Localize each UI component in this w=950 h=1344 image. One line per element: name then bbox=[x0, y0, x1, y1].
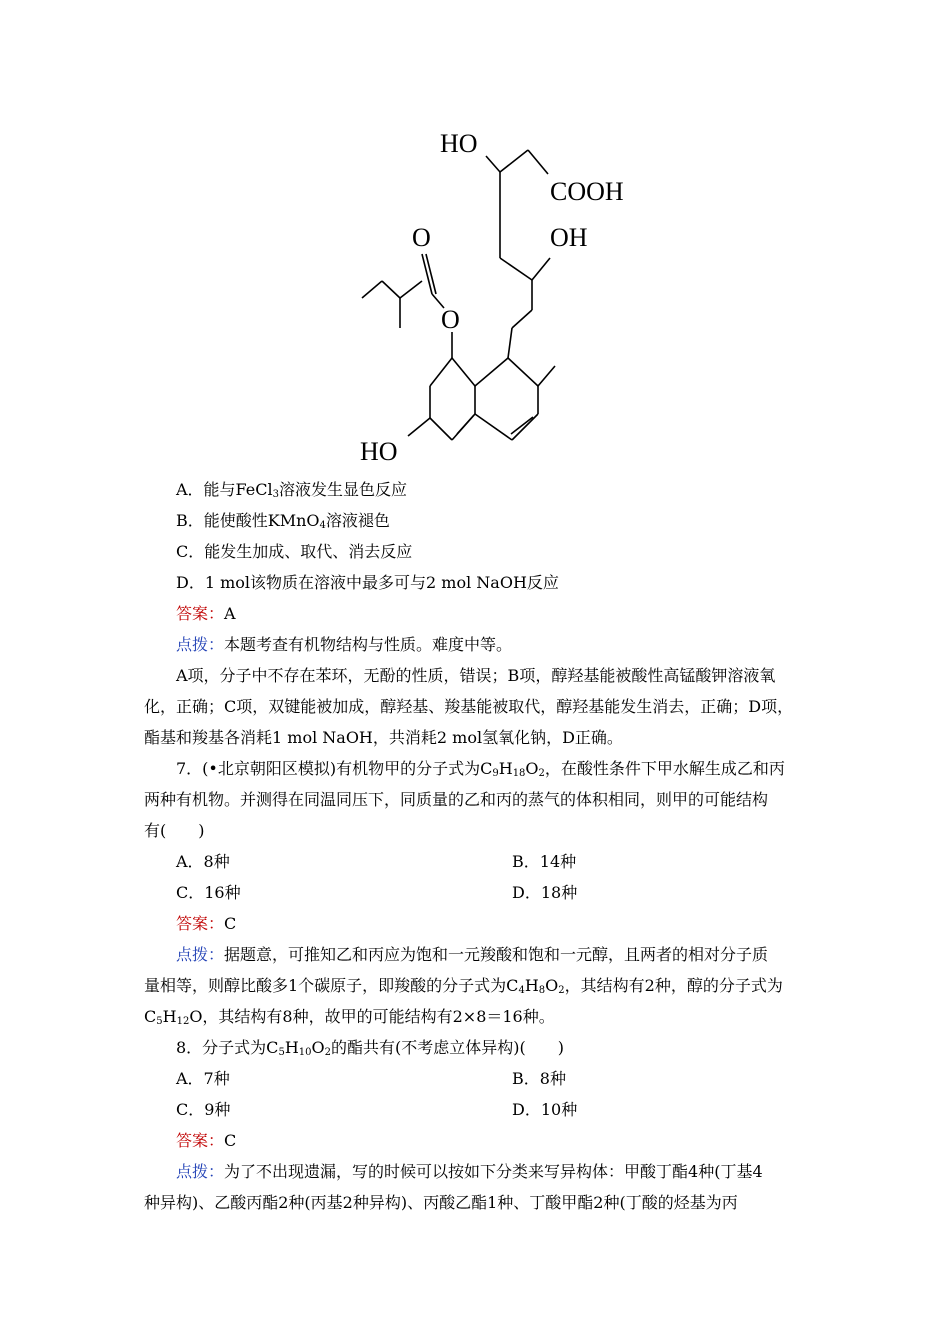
q6-option-b: B．能使酸性KMnO$_4$溶液褪色 bbox=[176, 511, 390, 531]
label-oh-mid: OH bbox=[550, 223, 588, 252]
q8-option-c: C．9种 bbox=[176, 1100, 231, 1119]
q8-tip-line-1: 点拨：为了不出现遗漏，写的时候可以按如下分类来写异构体：甲酸丁酯4种(丁基4 bbox=[176, 1162, 763, 1181]
q6-tip: 点拨：本题考查有机物结构与性质。难度中等。 bbox=[176, 635, 513, 654]
q7-stem-line-1: 7．(•北京朝阳区模拟)有机物甲的分子式为$C_9H_{18}O_2$，在酸性条件下甲水解生成乙和丙 bbox=[176, 759, 785, 779]
q8-option-a: A．7种 bbox=[176, 1069, 230, 1088]
q7-tip-line-1: 点拨：据题意，可推知乙和丙应为饱和一元羧酸和饱和一元醇，且两者的相对分子质 bbox=[176, 945, 769, 964]
label-cooh: COOH bbox=[550, 177, 624, 206]
q6-explain-line-2: 化，正确；C项，双键能被加成，醇羟基、羧基能被取代，醇羟基能发生消去，正确；D项， bbox=[144, 697, 794, 716]
q8-stem: 8．分子式为$C_5H_{10}O_2$的酯共有(不考虑立体异构)( ) bbox=[176, 1038, 564, 1058]
label-o-carbonyl: O bbox=[412, 223, 431, 252]
q6-explain-line-1: A项，分子中不存在苯环，无酚的性质，错误；B项，醇羟基能被酸性高锰酸钾溶液氧 bbox=[176, 666, 776, 685]
q7-stem-line-3: 有( ) bbox=[144, 821, 205, 840]
q6-option-a: A．能与FeCl$_3$溶液发生显色反应 bbox=[176, 480, 408, 500]
q6-option-c: C．能发生加成、取代、消去反应 bbox=[176, 542, 413, 561]
q6-explain-line-3: 酯基和羧基各消耗1 mol NaOH，共消耗2 mol氢氧化钠，D正确。 bbox=[144, 728, 623, 747]
q7-option-d: D．18种 bbox=[512, 883, 578, 902]
q6-answer: 答案：A bbox=[176, 604, 236, 623]
q7-stem-line-2: 两种有机物。并测得在同温同压下，同质量的乙和丙的蒸气的体积相同，则甲的可能结构 bbox=[144, 790, 769, 809]
q7-tip-line-2: 量相等，则醇比酸多1个碳原子，即羧酸的分子式为$C_4H_8O_2$，其结构有2种，醇的分子式为 bbox=[144, 976, 783, 996]
q7-option-a: A．8种 bbox=[176, 852, 230, 871]
q6-option-d: D．1 mol该物质在溶液中最多可与2 mol NaOH反应 bbox=[176, 573, 559, 592]
label-ho-bottom: HO bbox=[360, 437, 398, 466]
q8-option-b: B．8种 bbox=[512, 1069, 566, 1088]
q7-tip-line-3: $C_5H_{12}O$，其结构有8种，故甲的可能结构有2×8＝16种。 bbox=[144, 1007, 555, 1027]
q8-option-d: D．10种 bbox=[512, 1100, 578, 1119]
label-o-ester: O bbox=[441, 305, 460, 334]
label-ho-top: HO bbox=[440, 129, 478, 158]
q7-answer: 答案：C bbox=[176, 914, 237, 933]
q8-answer: 答案：C bbox=[176, 1131, 237, 1150]
q7-option-c: C．16种 bbox=[176, 883, 241, 902]
molecule-structure bbox=[340, 118, 640, 468]
q8-tip-line-2: 种异构)、乙酸丙酯2种(丙基2种异构)、丙酸乙酯1种、丁酸甲酯2种(丁酸的烃基为丙 bbox=[144, 1193, 738, 1212]
q7-option-b: B．14种 bbox=[512, 852, 577, 871]
